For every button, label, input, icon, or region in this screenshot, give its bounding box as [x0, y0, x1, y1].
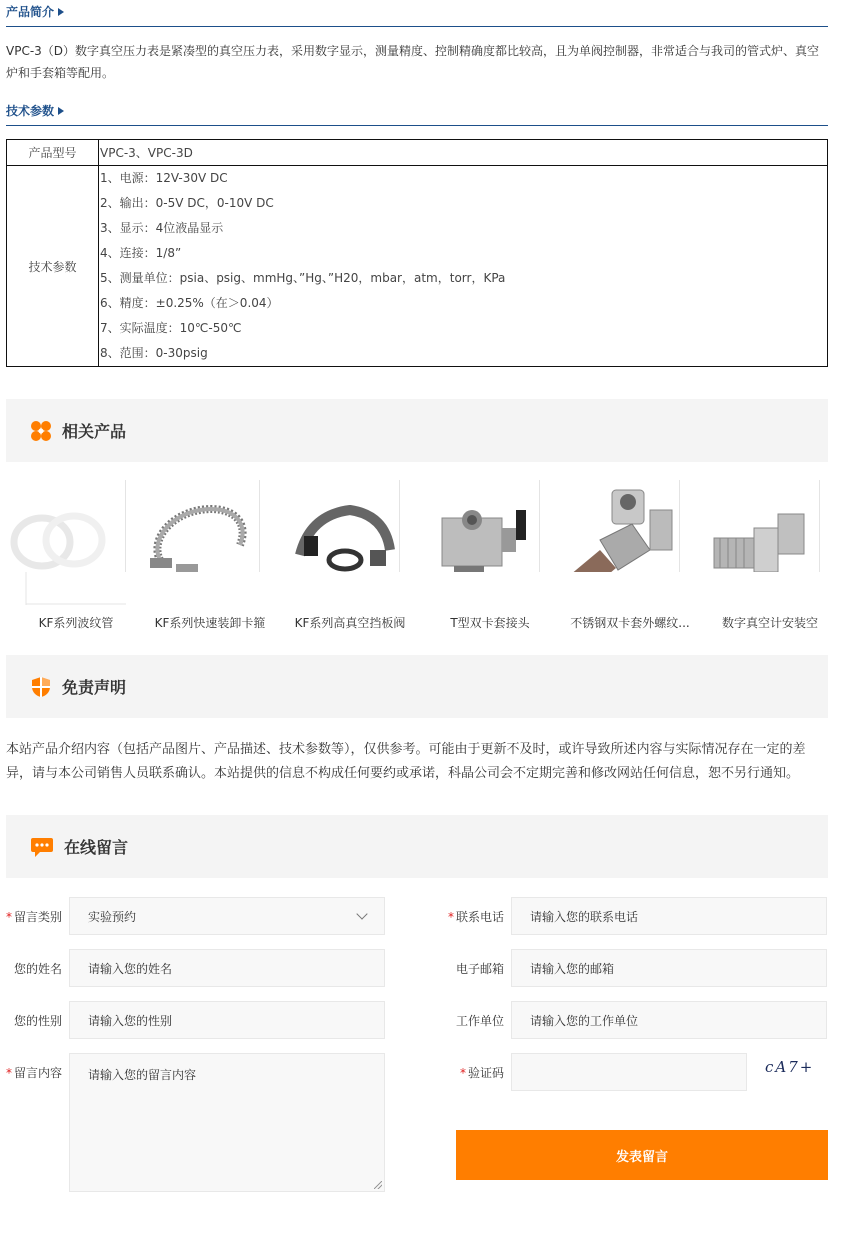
- model-value: VPC-3、VPC-3D: [99, 140, 828, 166]
- company-label: 工作单位: [455, 1013, 504, 1028]
- category-label: * 留言类别: [5, 909, 62, 924]
- params-section-title: 技术参数: [6, 104, 55, 118]
- product-name[interactable]: KF系列高真空挡板阀: [294, 616, 406, 630]
- param-item: 5、测量单位：psia、psig、mmHg、”Hg、”H20，mbar，atm，torr，KPa: [100, 271, 506, 285]
- company-row: [442, 1001, 504, 1039]
- name-label: 您的姓名: [13, 961, 62, 976]
- name-input[interactable]: 请输入您的姓名: [69, 949, 385, 987]
- product-card[interactable]: [280, 480, 420, 635]
- product-card[interactable]: [6, 480, 146, 635]
- phone-input[interactable]: 请输入您的联系电话: [511, 897, 827, 935]
- product-name[interactable]: KF系列快速装卸卡箍: [154, 616, 266, 630]
- related-products-title: 相关产品: [62, 422, 127, 441]
- gender-row: [0, 1001, 62, 1039]
- email-input[interactable]: 请输入您的邮箱: [511, 949, 827, 987]
- product-image[interactable]: [700, 480, 820, 605]
- content-textarea[interactable]: [69, 1053, 385, 1192]
- product-image[interactable]: [280, 480, 400, 605]
- chat-bubble-icon: [30, 836, 54, 858]
- captcha-image[interactable]: cA7+: [765, 1058, 815, 1076]
- company-input[interactable]: 请输入您的工作单位: [511, 1001, 827, 1039]
- product-image[interactable]: [6, 480, 126, 605]
- resize-handle-icon[interactable]: [374, 1181, 382, 1189]
- phone-label: * 联系电话: [447, 909, 504, 924]
- intro-section-title: 产品简介: [6, 5, 55, 19]
- phone-row: [442, 897, 504, 935]
- table-row: [7, 140, 828, 166]
- related-products-header: [6, 399, 828, 462]
- content-placeholder: 请输入您的留言内容: [88, 1068, 197, 1082]
- param-item: 2、输出：0-5V DC，0-10V DC: [100, 196, 274, 210]
- gender-label: 您的性别: [13, 1013, 62, 1028]
- disclaimer-text: 本站产品介绍内容（包括产品图片、产品描述、技术参数等），仅供参考。可能由于更新不及时，或许导致所述内容与实际情况存在一定的差异，请与本公司销售人员联系确认。本站提供的信息不构成任何要约或承诺，科晶公司会不定期完善和修改网站任何信息，恕不另行通知。: [6, 742, 806, 781]
- product-name[interactable]: 不锈钢双卡套外螺纹...: [570, 616, 690, 630]
- message-header: [6, 815, 828, 878]
- email-label: 电子邮箱: [455, 961, 504, 976]
- product-card[interactable]: [420, 480, 560, 635]
- email-row: [442, 949, 504, 987]
- submit-button[interactable]: 发表留言: [456, 1130, 828, 1180]
- product-name[interactable]: 数字真空计安装空: [721, 616, 818, 630]
- product-carousel[interactable]: [6, 480, 828, 640]
- product-name[interactable]: KF系列波纹管: [38, 616, 114, 630]
- category-selected-value: 实验预约: [88, 909, 137, 924]
- content-row: [0, 1053, 62, 1091]
- product-card[interactable]: [560, 480, 700, 635]
- params-label: 技术参数: [7, 166, 99, 367]
- name-row: [0, 949, 62, 987]
- product-image[interactable]: [420, 480, 540, 605]
- product-card[interactable]: [140, 480, 280, 635]
- params-list: [99, 166, 828, 367]
- model-label: 产品型号: [7, 140, 99, 166]
- product-card[interactable]: [700, 480, 828, 635]
- captcha-input[interactable]: [511, 1053, 747, 1091]
- gender-input[interactable]: 请输入您的性别: [69, 1001, 385, 1039]
- param-item: 7、实际温度：10℃-50℃: [100, 321, 242, 335]
- product-name[interactable]: T型双卡套接头: [450, 616, 530, 630]
- clover-icon: [30, 420, 52, 442]
- content-label: * 留言内容: [5, 1065, 62, 1080]
- param-item: 4、连接：1/8”: [100, 246, 182, 260]
- category-row: [0, 897, 62, 935]
- chevron-down-icon: [356, 908, 367, 919]
- product-intro-text: VPC-3（D）数字真空压力表是紧凑型的真空压力表，采用数字显示，测量精度、控制精确度都比较高，且为单阀控制器，非常适合与我司的管式炉、真空炉和手套箱等配用。: [6, 44, 820, 80]
- category-select[interactable]: [69, 897, 385, 935]
- shield-icon: [30, 676, 52, 698]
- message-title: 在线留言: [64, 838, 129, 857]
- captcha-label: * 验证码: [459, 1065, 504, 1080]
- product-image[interactable]: [560, 480, 680, 605]
- disclaimer-title: 免责声明: [62, 678, 127, 697]
- params-table: [6, 139, 828, 367]
- params-section-header: [6, 99, 828, 126]
- param-item: 3、显示：4位液晶显示: [100, 221, 224, 235]
- product-image[interactable]: [140, 480, 260, 605]
- triangle-right-icon: [58, 8, 64, 16]
- triangle-right-icon: [58, 107, 64, 115]
- disclaimer-header: [6, 655, 828, 718]
- captcha-row: [442, 1053, 504, 1091]
- param-item: 8、范围：0-30psig: [100, 346, 208, 360]
- intro-section-header: [6, 0, 828, 27]
- param-item: 1、电源：12V-30V DC: [100, 171, 228, 185]
- param-item: 6、精度：±0.25%（在＞0.04）: [100, 296, 279, 310]
- table-row: [7, 166, 828, 367]
